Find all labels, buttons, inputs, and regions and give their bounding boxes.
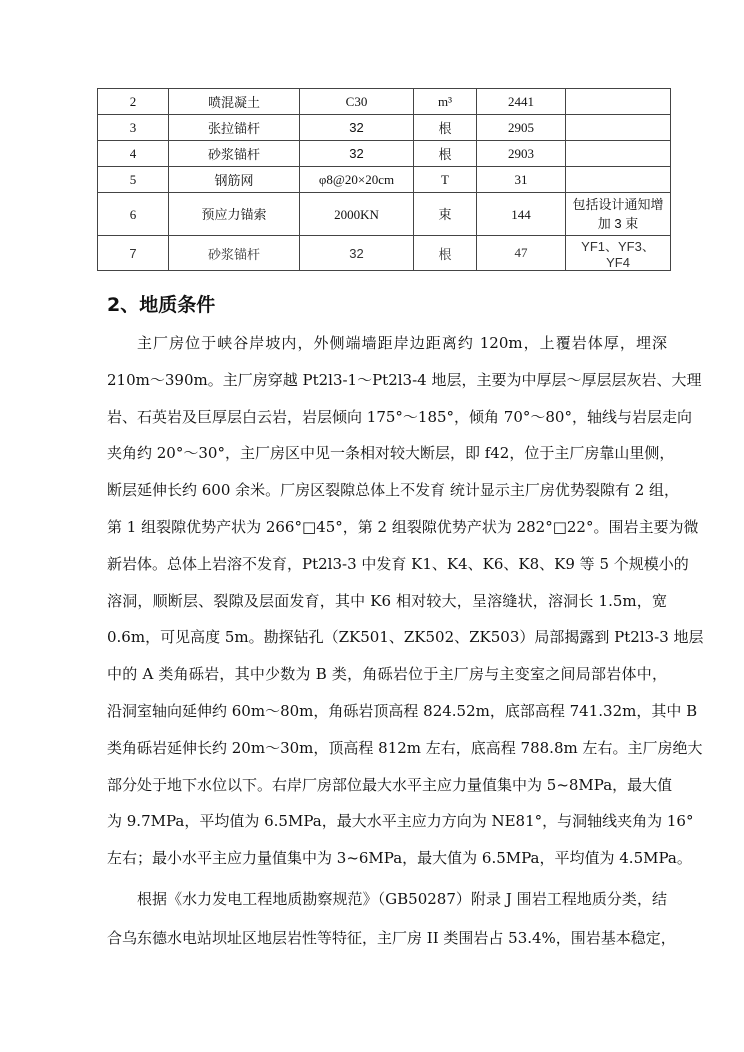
item-name: 预应力锚索 bbox=[169, 193, 300, 236]
text-line: 岩、石英岩及巨厚层白云岩，岩层倾向 175°～185°，倾角 70°～80°，轴线与岩层走向 bbox=[107, 407, 692, 426]
paragraph-geology bbox=[107, 325, 704, 877]
item-name: 砂浆锚杆 bbox=[169, 141, 300, 167]
item-name: 张拉锚杆 bbox=[169, 115, 300, 141]
paragraph-classification bbox=[107, 880, 676, 958]
text-line: 合乌东德水电站坝址区地层岩性等特征，主厂房 II 类围岩占 53.4%，围岩基本稳定， bbox=[107, 929, 676, 947]
item-quantity: 2903 bbox=[477, 141, 566, 167]
item-quantity: 47 bbox=[477, 236, 566, 271]
row-number: 3 bbox=[98, 115, 169, 141]
item-name: 喷混凝土 bbox=[169, 89, 300, 115]
item-name: 砂浆锚杆 bbox=[169, 236, 300, 271]
item-spec: φ8@20×20cm bbox=[300, 167, 414, 193]
item-note: YF1、YF3、YF4 bbox=[566, 236, 671, 271]
text-line: 夹角约 20°～30°，主厂房区中见一条相对较大断层，即 f42，位于主厂房靠山里侧， bbox=[107, 444, 675, 463]
row-number: 4 bbox=[98, 141, 169, 167]
item-note: 包括设计通知增加 3 束 bbox=[566, 193, 671, 236]
item-unit: 根 bbox=[414, 115, 477, 141]
text-line: 类角砾岩延伸长约 20m～30m，顶高程 812m 左右，底高程 788.8m 左右。主厂房绝大 bbox=[107, 738, 703, 757]
text-line: 第 1 组裂隙优势产状为 266°□45°，第 2 组裂隙优势产状为 282°□22°。围岩主要为微 bbox=[107, 517, 699, 536]
row-number: 5 bbox=[98, 167, 169, 193]
item-note bbox=[566, 89, 671, 115]
text-line: 新岩体。总体上岩溶不发育，Pt2l3-3 中发育 K1、K4、K6、K8、K9 等 5 个规模小的 bbox=[107, 554, 689, 573]
table-row bbox=[98, 141, 671, 167]
item-note bbox=[566, 115, 671, 141]
text-line: 溶洞，顺断层、裂隙及层面发育，其中 K6 相对较大，呈溶缝状，溶洞长 1.5m，宽 bbox=[107, 591, 667, 610]
text-line: 断层延伸长约 600 余米。厂房区裂隙总体上不发育 统计显示主厂房优势裂隙有 2 组， bbox=[107, 481, 680, 500]
item-quantity: 144 bbox=[477, 193, 566, 236]
text-line: 中的 A 类角砾岩，其中少数为 B 类，角砾岩位于主厂房与主变室之间局部岩体中， bbox=[107, 665, 667, 684]
table-row bbox=[98, 167, 671, 193]
table-row bbox=[98, 193, 671, 236]
text-line: 为 9.7MPa，平均值为 6.5MPa，最大水平主应力方向为 NE81°，与洞轴线夹角为 16° bbox=[107, 812, 694, 831]
text-line: 210m～390m。主厂房穿越 Pt2l3-1～Pt2l3-4 地层，主要为中厚层～厚层层灰岩、大理 bbox=[107, 370, 702, 389]
table-row bbox=[98, 236, 671, 271]
item-quantity: 2905 bbox=[477, 115, 566, 141]
item-spec: 32 bbox=[300, 236, 414, 271]
text-line: 左右；最小水平主应力量值集中为 3~6MPa，最大值为 6.5MPa，平均值为 4.5MPa。 bbox=[107, 849, 692, 868]
text-line: 部分处于地下水位以下。右岸厂房部位最大水平主应力量值集中为 5~8MPa，最大值 bbox=[107, 775, 673, 794]
item-spec: 2000KN bbox=[300, 193, 414, 236]
item-quantity: 2441 bbox=[477, 89, 566, 115]
item-unit: 束 bbox=[414, 193, 477, 236]
item-unit: 根 bbox=[414, 141, 477, 167]
item-unit: T bbox=[414, 167, 477, 193]
row-number: 2 bbox=[98, 89, 169, 115]
table-row bbox=[98, 89, 671, 115]
item-spec: 32 bbox=[300, 141, 414, 167]
table-row bbox=[98, 115, 671, 141]
text-line: 根据《水力发电工程地质勘察规范》（GB50287）附录 J 围岩工程地质分类，结 bbox=[137, 890, 667, 908]
item-quantity: 31 bbox=[477, 167, 566, 193]
row-number: 6 bbox=[98, 193, 169, 236]
item-note bbox=[566, 141, 671, 167]
row-number: 7 bbox=[98, 236, 169, 271]
quantities-table bbox=[97, 88, 671, 271]
text-line: 沿洞室轴向延伸约 60m～80m，角砾岩顶高程 824.52m，底部高程 741.32m，其中 B bbox=[107, 701, 698, 720]
item-name: 钢筋网 bbox=[169, 167, 300, 193]
text-line: 0.6m，可见高度 5m。勘探钻孔（ZK501、ZK502、ZK503）局部揭露到 Pt2l3-3 地层 bbox=[107, 628, 704, 647]
section-heading: 2、地质条件 bbox=[107, 294, 216, 316]
item-unit: m³ bbox=[414, 89, 477, 115]
text-line: 主厂房位于峡谷岸坡内，外侧端墙距岸边距离约 120m，上覆岩体厚，埋深 bbox=[137, 334, 667, 352]
item-spec: C30 bbox=[300, 89, 414, 115]
item-spec: 32 bbox=[300, 115, 414, 141]
item-unit: 根 bbox=[414, 236, 477, 271]
item-note bbox=[566, 167, 671, 193]
